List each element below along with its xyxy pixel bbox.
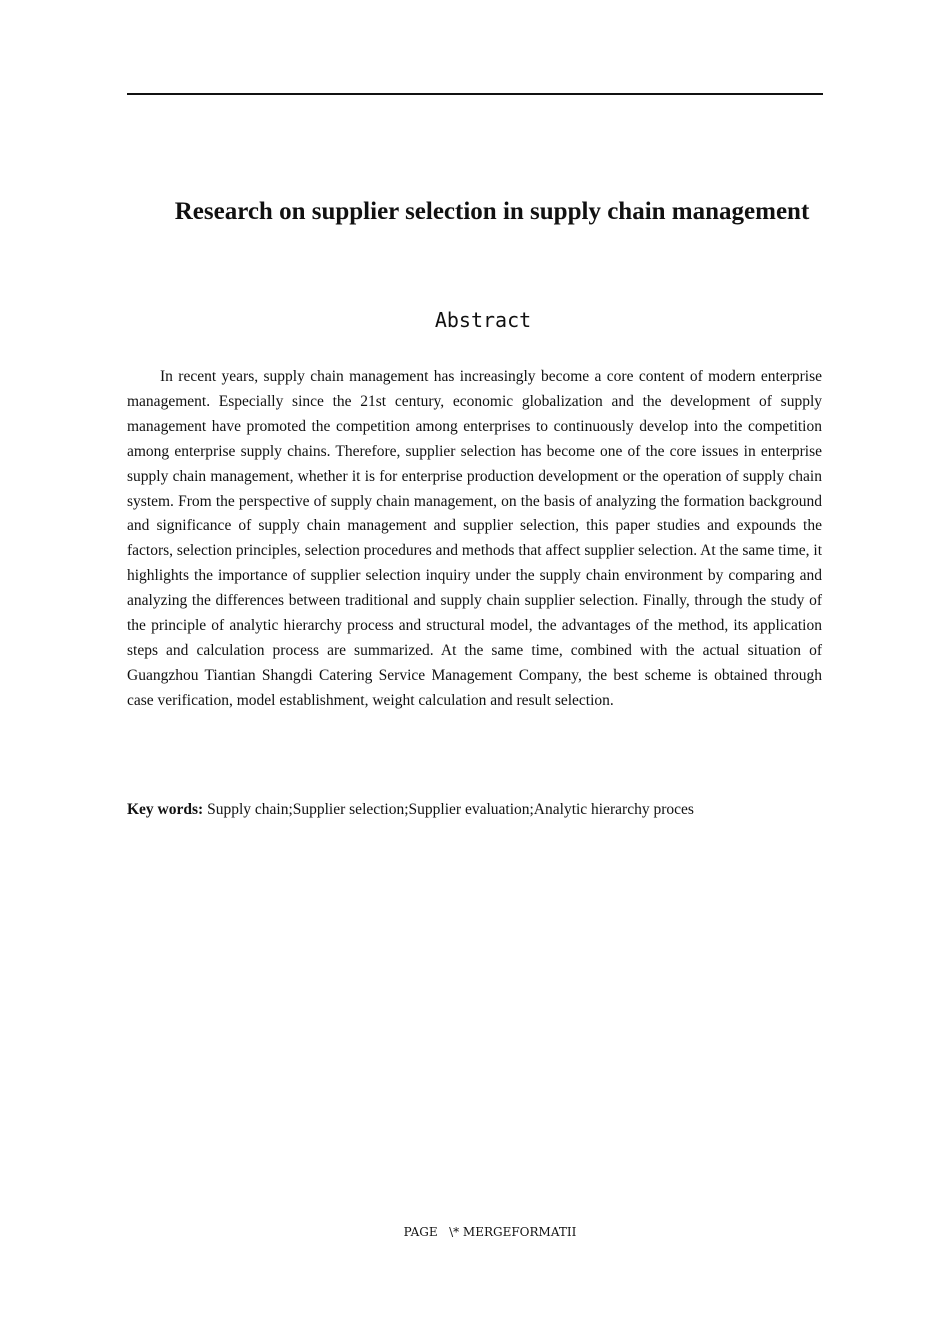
- paper-title: Research on supplier selection in supply chain management: [174, 198, 810, 225]
- keywords-line: [127, 798, 822, 822]
- page-footer-field: PAGE \* MERGEFORMATII: [403, 1225, 577, 1239]
- keywords-list: Supply chain;Supplier selection;Supplier evaluation;Analytic hierarchy proces: [203, 801, 694, 818]
- keywords-label: Key words:: [127, 801, 204, 818]
- header-rule: [127, 93, 823, 95]
- abstract-heading: Abstract: [434, 308, 532, 332]
- abstract-body: In recent years, supply chain management has increasingly become a core content of modern enterprise management. Especially since the 21st century, economic globalization and the development of supply management have promoted the competition among enterprises to continuously develop into the competition among enterprise supply chains. Therefore, supplier selection has become one of the core issues in enterprise supply chain management, whether it is for enterprise production development or the operation of supply chain system. From the perspective of supply chain management, on the basis of analyzing the formation background and significance of supply chain management and supplier selection, this paper studies and expounds the factors, selection principles, selection procedures and methods that affect supplier selection. At the same time, it highlights the importance of supplier selection inquiry under the supply chain environment by comparing and analyzing the differences between traditional and supply chain supplier selection. Finally, through the study of the principle of analytic hierarchy process and structural model, the advantages of the method, its application steps and calculation process are summarized. At the same time, combined with the actual situation of Guangzhou Tiantian Shangdi Catering Service Management Company, the best scheme is obtained through case verification, model establishment, weight calculation and result selection.: [127, 368, 822, 709]
